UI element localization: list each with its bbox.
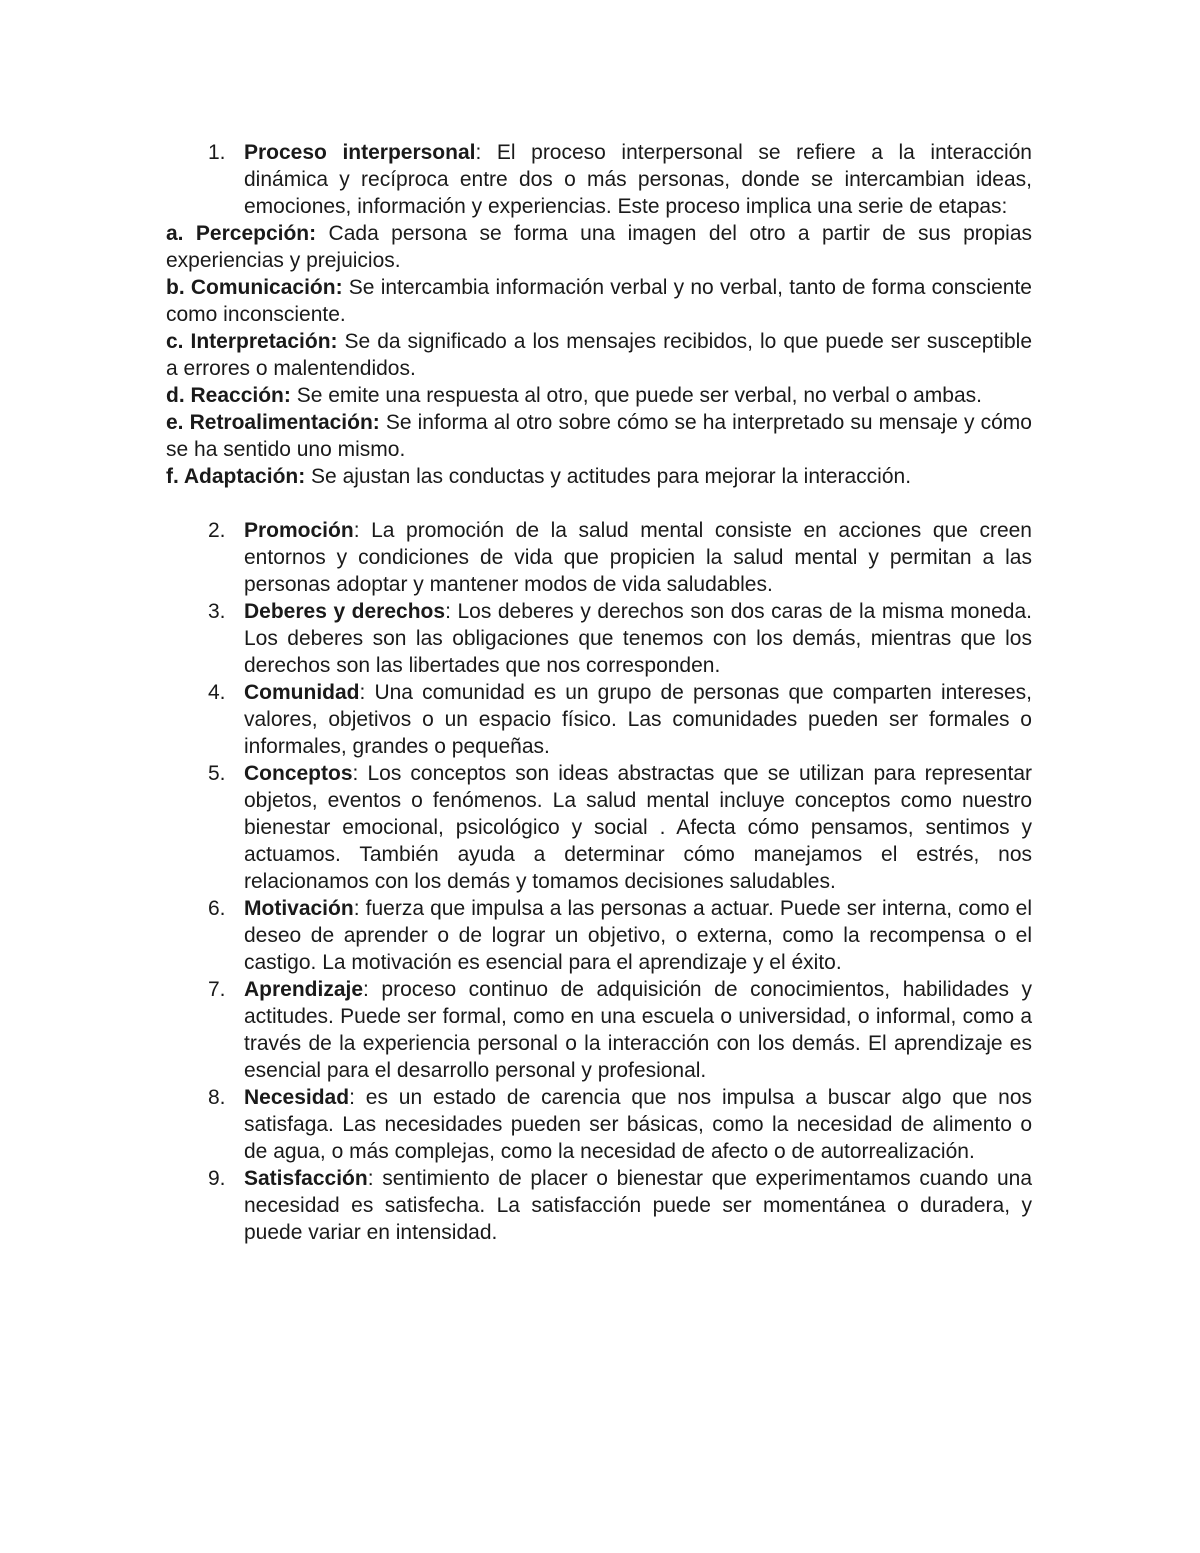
list-item-deberes-y-derechos bbox=[166, 598, 1032, 679]
list-item-comunidad bbox=[166, 679, 1032, 760]
term-definition: : Los conceptos son ideas abstractas que se utilizan para representar objetos, eventos o fenómenos. La salud mental incluye conceptos como nuestro bienestar emocional, psicológico y social . Afecta cómo pensamos, sentimos y actuamos. También ayuda a determinar cómo manejamos el estrés, nos relacionamos con los demás y tomamos decisiones saludables. bbox=[244, 762, 1032, 893]
document-page bbox=[166, 139, 1032, 1246]
stage-item bbox=[166, 274, 1032, 328]
term-heading: Proceso interpersonal bbox=[244, 141, 476, 164]
term-heading: Comunidad bbox=[244, 681, 360, 704]
term-definition: : fuerza que impulsa a las personas a actuar. Puede ser interna, como el deseo de aprender o de lograr un objetivo, o externa, como la recompensa o el castigo. La motivación es esencial para el aprendizaje y el éxito. bbox=[244, 897, 1032, 974]
list-number: 3. bbox=[208, 600, 226, 623]
stage-item bbox=[166, 328, 1032, 382]
term-definition: : El proceso interpersonal se refiere a la interacción dinámica y recíproca entre dos o más personas, donde se intercambian ideas, emociones, información y experiencias. Este proceso implica una serie de etapas: bbox=[244, 141, 1032, 218]
term-definition: : es un estado de carencia que nos impulsa a buscar algo que nos satisfaga. Las necesidades pueden ser básicas, como la necesidad de alimento o de agua, o más complejas, como la necesidad de afecto o de autorrealización. bbox=[244, 1086, 1032, 1163]
list-item-proceso-interpersonal bbox=[166, 139, 1032, 220]
stage-item bbox=[166, 463, 1032, 490]
list-number: 2. bbox=[208, 519, 226, 542]
stage-text: Se emite una respuesta al otro, que puede ser verbal, no verbal o ambas. bbox=[290, 384, 982, 407]
stage-text: Se da significado a los mensajes recibidos, lo que puede ser susceptible a errores o malentendidos. bbox=[166, 330, 1032, 380]
term-heading: Promoción bbox=[244, 519, 354, 542]
stage-item bbox=[166, 382, 1032, 409]
term-heading: Deberes y derechos bbox=[244, 600, 446, 623]
stage-label: f. Adaptación: bbox=[166, 465, 306, 488]
list-number: 4. bbox=[208, 681, 226, 704]
term-definition: : sentimiento de placer o bienestar que experimentamos cuando una necesidad es satisfecha. La satisfacción puede ser momentánea o duradera, y puede variar en intensidad. bbox=[244, 1167, 1032, 1244]
term-heading: Necesidad bbox=[244, 1086, 350, 1109]
term-heading: Conceptos bbox=[244, 762, 353, 785]
list-number: 8. bbox=[208, 1086, 226, 1109]
list-number: 7. bbox=[208, 978, 226, 1001]
list-item-aprendizaje bbox=[166, 976, 1032, 1084]
list-number: 6. bbox=[208, 897, 226, 920]
stage-item bbox=[166, 409, 1032, 463]
stage-text: Cada persona se forma una imagen del otro a partir de sus propias experiencias y prejuicios. bbox=[166, 222, 1033, 272]
paragraph-spacer bbox=[166, 490, 1032, 517]
stage-label: b. Comunicación: bbox=[166, 276, 343, 299]
stage-label: a. Percepción: bbox=[166, 222, 317, 245]
stage-item bbox=[166, 220, 1032, 274]
term-heading: Aprendizaje bbox=[244, 978, 364, 1001]
term-definition: : Los deberes y derechos son dos caras de la misma moneda. Los deberes son las obligaciones que tenemos con los demás, mientras que los derechos son las libertades que nos corresponden. bbox=[244, 600, 1032, 677]
term-definition: : Una comunidad es un grupo de personas que comparten intereses, valores, objetivos o un espacio físico. Las comunidades pueden ser formales o informales, grandes o pequeñas. bbox=[244, 681, 1032, 758]
stage-label: d. Reacción: bbox=[166, 384, 291, 407]
list-item-conceptos bbox=[166, 760, 1032, 895]
stage-text: Se informa al otro sobre cómo se ha interpretado su mensaje y cómo se ha sentido uno mismo. bbox=[166, 411, 1032, 461]
term-heading: Satisfacción bbox=[244, 1167, 368, 1190]
stage-label: e. Retroalimentación: bbox=[166, 411, 380, 434]
term-heading: Motivación bbox=[244, 897, 354, 920]
list-number: 1. bbox=[208, 141, 226, 164]
list-item-satisfaccion bbox=[166, 1165, 1032, 1246]
list-item-promocion bbox=[166, 517, 1032, 598]
stage-text: Se ajustan las conductas y actitudes para mejorar la interacción. bbox=[305, 465, 912, 488]
list-number: 5. bbox=[208, 762, 226, 785]
stage-text: Se intercambia información verbal y no verbal, tanto de forma consciente como inconsciente. bbox=[166, 276, 1032, 326]
stage-label: c. Interpretación: bbox=[166, 330, 338, 353]
list-number: 9. bbox=[208, 1167, 226, 1190]
list-item-motivacion bbox=[166, 895, 1032, 976]
term-definition: : La promoción de la salud mental consiste en acciones que creen entornos y condiciones de vida que propicien la salud mental y permitan a las personas adoptar y mantener modos de vida saludables. bbox=[244, 519, 1032, 596]
term-definition: : proceso continuo de adquisición de conocimientos, habilidades y actitudes. Puede ser formal, como en una escuela o universidad, o informal, como a través de la experiencia personal o la interacción con los demás. El aprendizaje es esencial para el desarrollo personal y profesional. bbox=[244, 978, 1032, 1082]
list-item-necesidad bbox=[166, 1084, 1032, 1165]
